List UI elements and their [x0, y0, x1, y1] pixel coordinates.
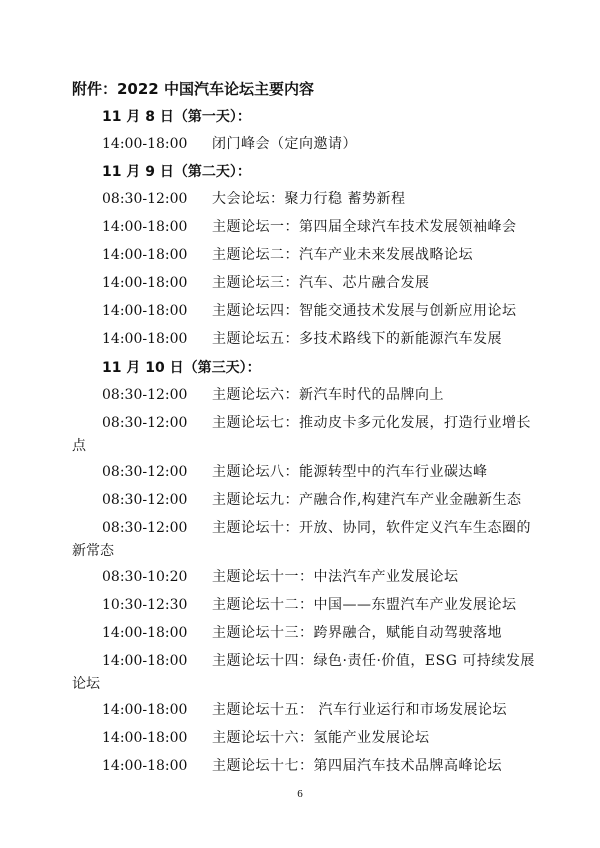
session-desc: 主题论坛十五： 汽车行业运行和市场发展论坛 [212, 702, 507, 718]
session-time: 14:00-18:00 [102, 758, 188, 774]
day-heading: 11 月 8 日（第一天）： [102, 109, 251, 125]
session-time: 14:00-18:00 [102, 247, 188, 263]
session-time: 10:30-12:30 [102, 597, 188, 613]
day-heading: 11 月 9 日（第二天）： [102, 164, 251, 180]
session-desc: 主题论坛七：推动皮卡多元化发展，打造行业增长 [212, 415, 531, 431]
session-desc: 主题论坛十：开放、协同，软件定义汽车生态圈的 [212, 520, 531, 536]
session-time: 08:30-12:00 [102, 415, 188, 431]
session-desc: 主题论坛十二：中国——东盟汽车产业发展论坛 [212, 597, 517, 613]
session-desc-continued: 新常态 [72, 543, 114, 559]
session-time: 14:00-18:00 [102, 219, 188, 235]
session-time: 08:30-12:00 [102, 492, 188, 508]
session-time: 08:30-12:00 [102, 520, 188, 536]
session-time: 14:00-18:00 [102, 653, 188, 669]
session-time: 08:30-12:00 [102, 387, 188, 403]
session-desc: 主题论坛十四：绿色·责任·价值，ESG 可持续发展 [212, 653, 535, 669]
day-heading: 11 月 10 日（第三天）： [102, 360, 261, 376]
session-time: 14:00-18:00 [102, 275, 188, 291]
session-desc-continued: 点 [72, 438, 86, 454]
session-desc: 主题论坛一：第四届全球汽车技术发展领袖峰会 [212, 219, 517, 235]
session-desc: 主题论坛八：能源转型中的汽车行业碳达峰 [212, 464, 488, 480]
session-desc: 主题论坛十一：中法汽车产业发展论坛 [212, 569, 459, 585]
session-desc: 主题论坛五：多技术路线下的新能源汽车发展 [212, 331, 502, 347]
session-desc: 主题论坛十七：第四届汽车技术品牌高峰论坛 [212, 758, 502, 774]
session-desc: 主题论坛十六：氢能产业发展论坛 [212, 730, 430, 746]
session-time: 14:00-18:00 [102, 702, 188, 718]
session-time: 14:00-18:00 [102, 136, 188, 152]
session-time: 08:30-10:20 [102, 569, 188, 585]
document-title: 附件：2022 中国汽车论坛主要内容 [72, 80, 314, 98]
session-desc: 主题论坛十三：跨界融合，赋能自动驾驶落地 [212, 625, 502, 641]
session-desc-continued: 论坛 [72, 676, 100, 692]
page-number: 6 [297, 788, 303, 800]
session-desc: 闭门峰会（定向邀请） [212, 136, 357, 152]
session-desc: 主题论坛四：智能交通技术发展与创新应用论坛 [212, 303, 517, 319]
session-desc: 主题论坛六：新汽车时代的品牌向上 [212, 387, 444, 403]
session-time: 14:00-18:00 [102, 625, 188, 641]
session-desc: 主题论坛二：汽车产业未来发展战略论坛 [212, 247, 473, 263]
session-time: 08:30-12:00 [102, 464, 188, 480]
session-time: 14:00-18:00 [102, 303, 188, 319]
session-desc: 主题论坛三：汽车、芯片融合发展 [212, 275, 430, 291]
session-time: 14:00-18:00 [102, 730, 188, 746]
session-desc: 主题论坛九：产融合作,构建汽车产业金融新生态 [212, 492, 522, 508]
session-time: 08:30-12:00 [102, 191, 188, 207]
session-time: 14:00-18:00 [102, 331, 188, 347]
session-desc: 大会论坛：聚力行稳 蓄势新程 [212, 191, 406, 207]
